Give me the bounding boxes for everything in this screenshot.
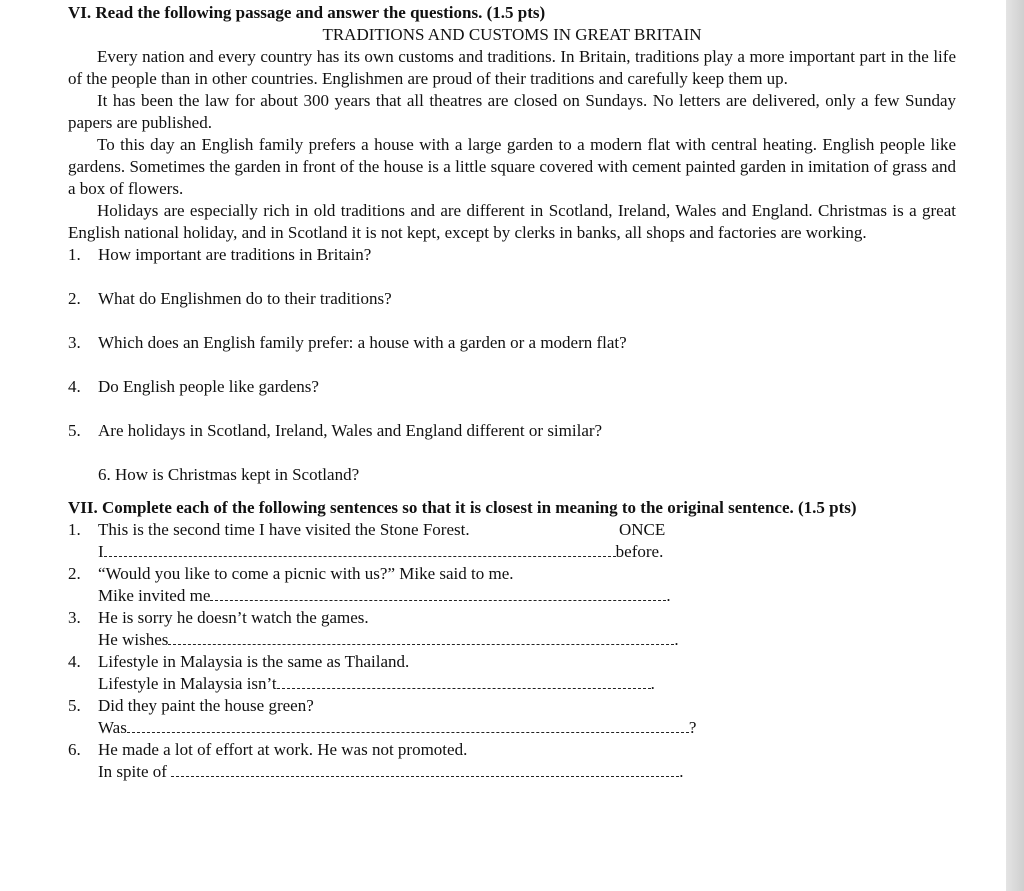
question-text: Which does an English family prefer: a house with a garden or a modern flat? [98,333,627,352]
question-number: 4. [68,377,81,396]
answer-end: . [666,586,671,605]
rewrite-item [68,607,956,651]
original-sentence: He is sorry he doesn’t watch the games. [98,608,369,627]
question-item [68,376,956,420]
answer-blank[interactable] [171,762,679,777]
question-item [68,332,956,376]
answer-blank[interactable] [168,630,674,645]
answer-start: Lifestyle in Malaysia isn’t [98,674,277,693]
rewrite-item [68,695,956,739]
section-7-heading: VII. Complete each of the following sentences so that it is closest in meaning to the original sentence. (1.5 pts) [68,498,857,517]
question-number: 2. [68,289,81,308]
keyword: ONCE [619,520,666,539]
answer-line [98,717,956,739]
item-number: 6. [68,740,81,759]
answer-line [98,629,956,651]
answer-end: . [650,674,655,693]
question-item [68,288,956,332]
question-item [68,244,956,288]
worksheet-page [68,0,956,783]
question-text: What do Englishmen do to their traditions? [98,289,392,308]
passage-paragraph: To this day an English family prefers a house with a large garden to a modern flat with central heating. English people like gardens. Sometimes the garden in front of the house is a little square covered with cement painted garden in imitation of grass and a box of flowers. [68,135,956,198]
item-number: 4. [68,652,81,671]
item-number: 2. [68,564,81,583]
item-number: 3. [68,608,81,627]
rewrite-item [68,563,956,607]
answer-blank[interactable] [127,718,689,733]
question-number: 3. [68,333,81,352]
question-text: Are holidays in Scotland, Ireland, Wales and England different or similar? [98,421,603,440]
answer-end: . [679,762,684,781]
question-number: 5. [68,421,81,440]
answer-start: He wishes [98,630,169,649]
answer-start: Was [98,718,127,737]
page-edge-shadow [1006,0,1024,891]
question-number: 1. [68,245,81,264]
answer-start: Mike invited me [98,586,211,605]
answer-line [98,673,956,695]
question-6: 6. How is Christmas kept in Scotland? [98,465,360,484]
original-sentence: “Would you like to come a picnic with us?” Mike said to me. [98,564,514,583]
answer-line [98,761,956,783]
answer-line [98,541,956,563]
answer-end: ? [688,718,697,737]
item-number: 1. [68,520,81,539]
answer-blank[interactable] [210,586,666,601]
question-text: Do English people like gardens? [98,377,319,396]
rewrite-item [68,739,956,783]
answer-start: In spite of [98,762,167,781]
question-text: How important are traditions in Britain? [98,245,372,264]
answer-end: before. [615,542,664,561]
rewrite-item [68,519,956,563]
original-sentence: Did they paint the house green? [98,696,314,715]
answer-line [98,585,956,607]
passage-paragraph: Every nation and every country has its own customs and traditions. In Britain, traditions play a more important part in the life of the people than in other countries. Englishmen are proud of their traditions and carefully keep them up. [68,47,956,88]
question-item [68,420,956,464]
passage-paragraph: It has been the law for about 300 years that all theatres are closed on Sundays. No letters are delivered, only a few Sunday papers are published. [68,91,956,132]
answer-start: I [98,542,104,561]
passage-title: TRADITIONS AND CUSTOMS IN GREAT BRITAIN [322,25,702,44]
answer-end: . [674,630,679,649]
original-sentence: This is the second time I have visited the Stone Forest. [98,520,470,539]
section-6-heading: VI. Read the following passage and answer the questions. (1.5 pts) [68,3,546,22]
passage-paragraph: Holidays are especially rich in old traditions and are different in Scotland, Ireland, Wales and England. Christmas is a great English national holiday, and in Scotland it is not kept, except by clerks in banks, all shops and factories are working. [68,201,956,242]
original-sentence: He made a lot of effort at work. He was not promoted. [98,740,468,759]
rewrite-item [68,651,956,695]
item-number: 5. [68,696,81,715]
original-sentence-line [98,519,956,541]
original-sentence: Lifestyle in Malaysia is the same as Thailand. [98,652,410,671]
answer-blank[interactable] [277,674,651,689]
answer-blank[interactable] [104,542,616,557]
